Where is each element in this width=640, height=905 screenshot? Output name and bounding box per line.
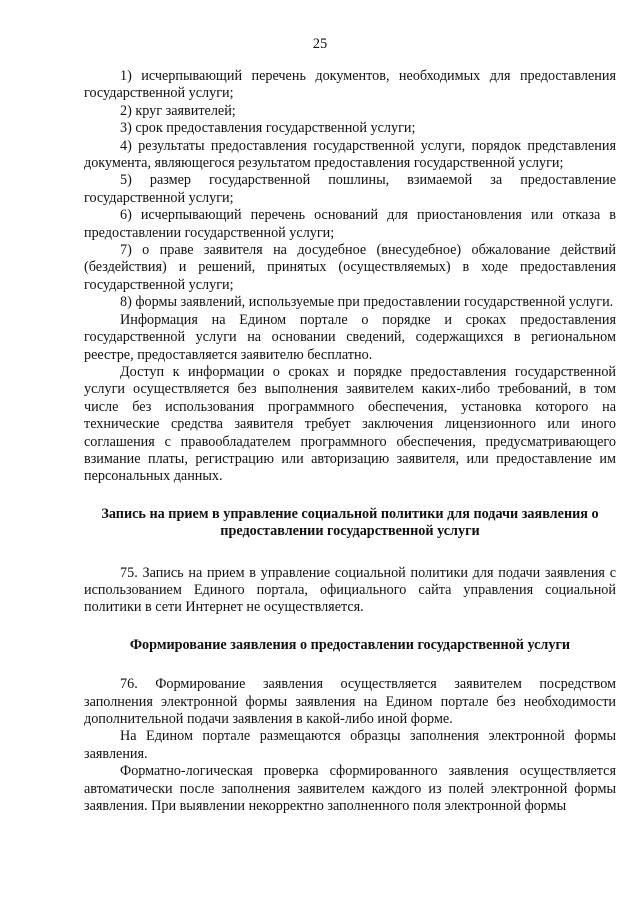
page-content <box>84 68 616 815</box>
page-number: 25 <box>312 36 328 52</box>
application-paragraph: На Едином портале размещаются образцы заполнения электронной формы заявления. <box>84 728 616 762</box>
access-paragraph: Доступ к информации о сроках и порядке предоставления государственной услуги осуществляется без выполнения заявителем каких-либо требований, в том числе без использования программного обеспечения, установка которого на технические средства заявителя требует заключения лицензионного или иного соглашения с правообладателем программного обеспечения, предусматривающего взимание платы, регистрацию или авторизацию заявителя, или предоставление им персональных данных. <box>84 363 616 485</box>
appointment-paragraph: 75. Запись на прием в управление социальной политики для подачи заявления с использованием Единого портала, официального сайта управления социальной политики в сети Интернет не осуществляется. <box>84 564 616 616</box>
list-item: 3) срок предоставления государственной услуги; <box>120 120 416 137</box>
application-paragraph: 76. Формирование заявления осуществляется заявителем посредством заполнения электронной формы заявления на Едином портале без необходимости дополнительной подачи заявления в какой-либо иной форме. <box>84 676 616 727</box>
appointment-section-heading: Запись на прием в управление социальной политики для подачи заявления о предоставлении государственной услуги <box>101 505 599 540</box>
application-section-heading: Формирование заявления о предоставлении государственной услуги <box>129 636 571 653</box>
list-item: 1) исчерпывающий перечень документов, необходимых для предоставления государственной услуги; <box>84 68 616 102</box>
list-item: 5) размер государственной пошлины, взимаемой за предоставление государственной услуги; <box>84 172 616 206</box>
list-item: 7) о праве заявителя на досудебное (внесудебное) обжалование действий (бездействия) и решений, принятых (осуществляемых) в ходе предоставления государственной услуги; <box>84 242 616 293</box>
list-item: 2) круг заявителей; <box>120 102 236 119</box>
list-item: 8) формы заявлений, используемые при предоставлении государственной услуги. <box>120 294 614 311</box>
application-paragraph: Форматно-логическая проверка сформированного заявления осуществляется автоматически после заполнения заявителем каждого из полей электронной формы заявления. При выявлении некорректно заполненного поля электронной формы <box>84 763 616 815</box>
list-item: 6) исчерпывающий перечень оснований для приостановления или отказа в предоставлении государственной услуги; <box>84 207 616 241</box>
free-info-paragraph: Информация на Едином портале о порядке и сроках предоставления государственной услуги на основании сведений, содержащихся в региональном реестре, предоставляется заявителю бесплатно. <box>84 311 616 363</box>
list-item: 4) результаты предоставления государственной услуги, порядок представления документа, являющегося результатом предоставления государственной услуги; <box>84 137 616 172</box>
